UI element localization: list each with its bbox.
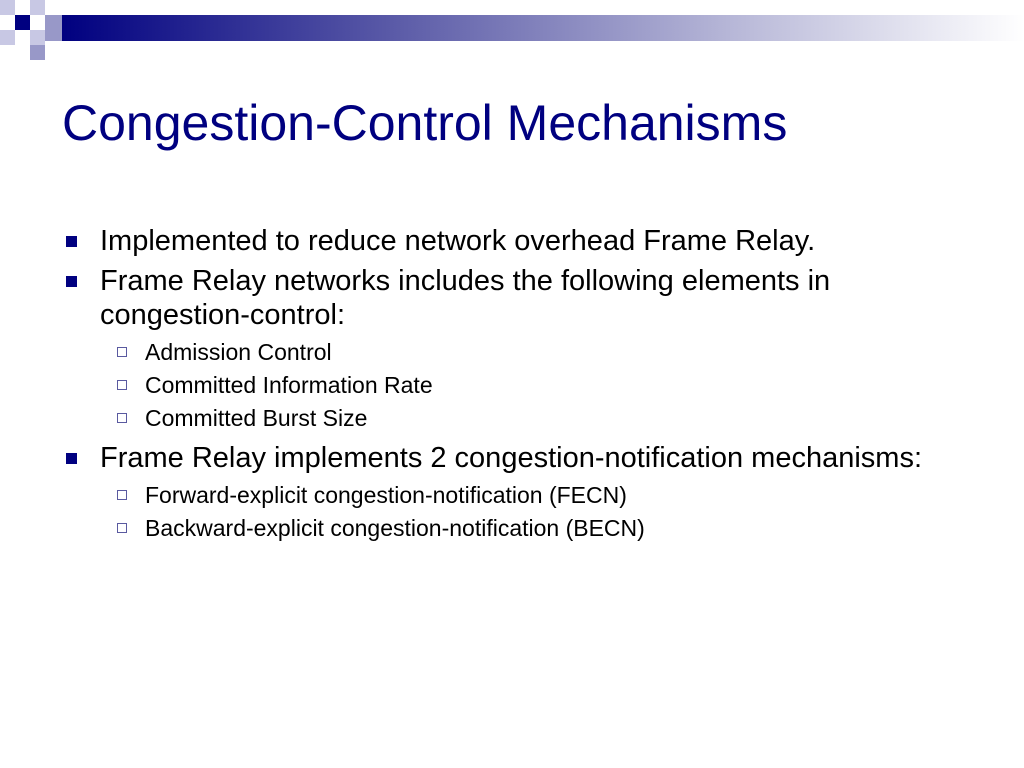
sub-bullet-text: Backward-explicit congestion-notification (BECN) xyxy=(145,515,645,541)
sub-bullet-item xyxy=(100,336,982,369)
sub-bullet-text: Committed Information Rate xyxy=(145,372,433,398)
square-bullet-icon xyxy=(66,453,77,464)
bullet-item xyxy=(62,264,982,435)
header-gradient-bar-icon xyxy=(0,0,1024,62)
sub-bullet-item xyxy=(100,512,982,545)
hollow-square-bullet-icon xyxy=(117,523,127,533)
sub-bullet-item xyxy=(100,479,982,512)
bullet-text: Frame Relay networks includes the following elements in congestion-control: xyxy=(100,265,831,331)
sub-bullet-text: Committed Burst Size xyxy=(145,405,368,431)
sub-bullet-item xyxy=(100,369,982,402)
bullet-text: Implemented to reduce network overhead Frame Relay. xyxy=(100,225,816,257)
hollow-square-bullet-icon xyxy=(117,413,127,423)
square-bullet-icon xyxy=(66,276,77,287)
header-decoration xyxy=(0,0,1024,62)
bullet-text: Frame Relay implements 2 congestion-notification mechanisms: xyxy=(100,442,923,474)
bullet-item xyxy=(62,441,982,545)
sub-bullet-item xyxy=(100,402,982,435)
hollow-square-bullet-icon xyxy=(117,347,127,357)
hollow-square-bullet-icon xyxy=(117,490,127,500)
slide-title: Congestion-Control Mechanisms xyxy=(62,95,788,151)
bullet-item xyxy=(62,224,982,258)
hollow-square-bullet-icon xyxy=(117,380,127,390)
square-bullet-icon xyxy=(66,236,77,247)
sub-bullet-list xyxy=(100,336,982,435)
bullet-list xyxy=(62,224,982,551)
sub-bullet-text: Admission Control xyxy=(145,339,332,365)
sub-bullet-list xyxy=(100,479,982,545)
sub-bullet-text: Forward-explicit congestion-notification (FECN) xyxy=(145,482,627,508)
